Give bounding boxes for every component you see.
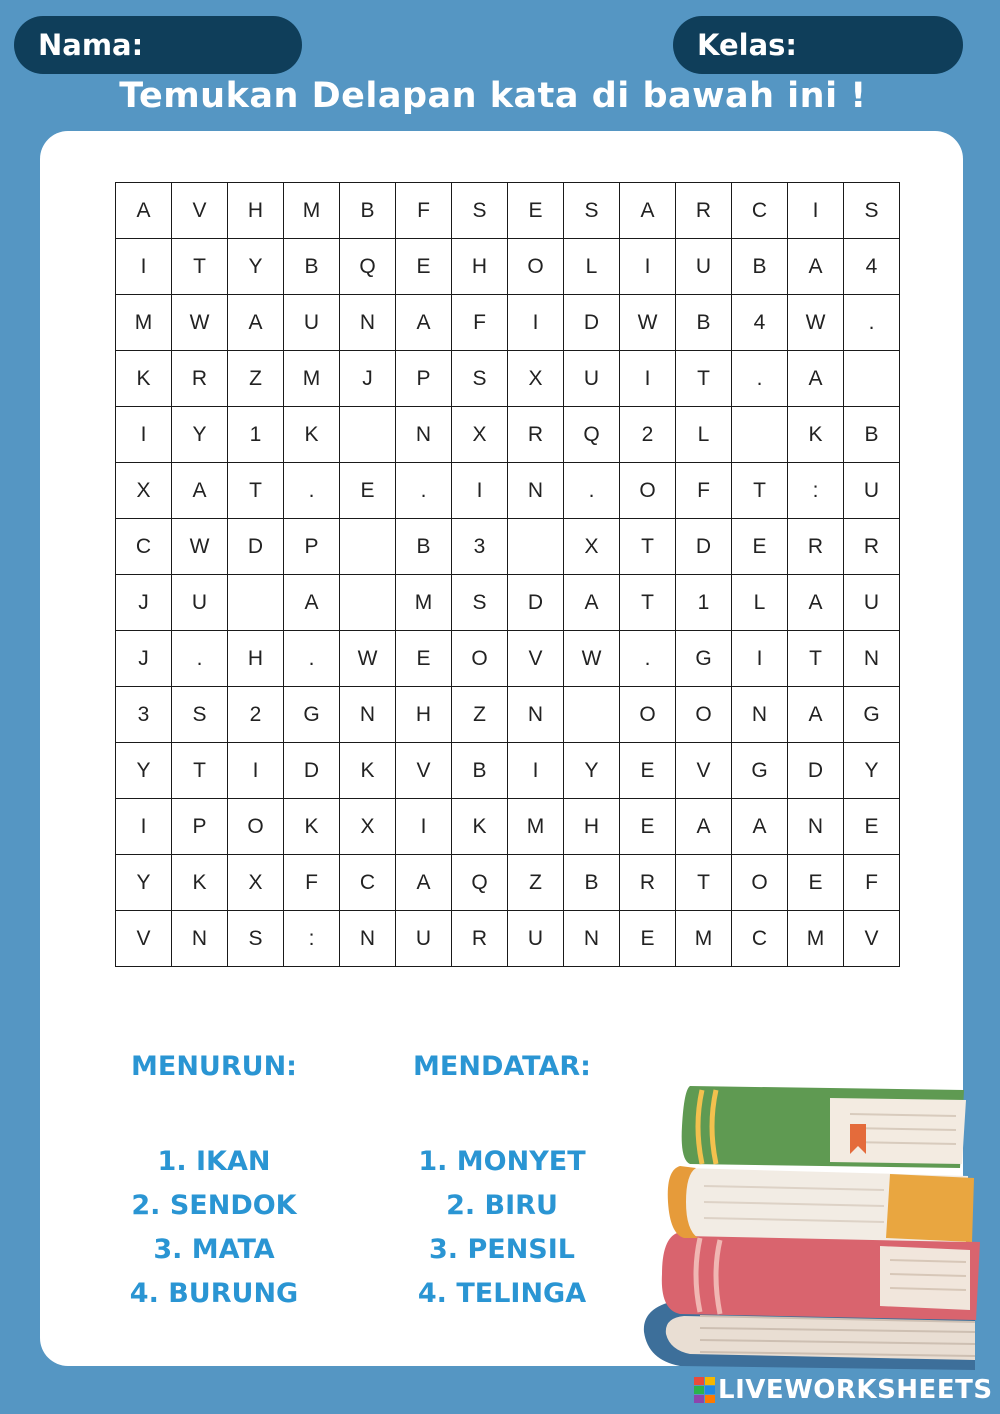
- grid-cell[interactable]: F: [844, 855, 900, 911]
- grid-cell[interactable]: R: [620, 855, 676, 911]
- grid-cell[interactable]: K: [452, 799, 508, 855]
- grid-cell[interactable]: F: [452, 295, 508, 351]
- grid-cell[interactable]: W: [172, 519, 228, 575]
- brand-text: LIVEWORKSHEETS: [718, 1375, 993, 1405]
- grid-cell[interactable]: U: [284, 295, 340, 351]
- grid-cell[interactable]: A: [116, 183, 172, 239]
- grid-cell[interactable]: I: [452, 463, 508, 519]
- grid-cell[interactable]: V: [508, 631, 564, 687]
- grid-cell[interactable]: C: [340, 855, 396, 911]
- grid-cell[interactable]: I: [732, 631, 788, 687]
- across-heading: MENDATAR:: [413, 1051, 591, 1082]
- grid-cell[interactable]: V: [844, 911, 900, 967]
- grid-cell[interactable]: A: [172, 463, 228, 519]
- grid-row: [116, 463, 900, 519]
- grid-row: [116, 239, 900, 295]
- grid-cell[interactable]: X: [452, 407, 508, 463]
- grid-cell[interactable]: :: [284, 911, 340, 967]
- grid-cell[interactable]: J: [116, 631, 172, 687]
- grid-cell[interactable]: Y: [116, 743, 172, 799]
- grid-cell[interactable]: C: [732, 183, 788, 239]
- grid-cell[interactable]: B: [564, 855, 620, 911]
- grid-row: [116, 295, 900, 351]
- grid-cell[interactable]: K: [284, 799, 340, 855]
- grid-cell[interactable]: W: [788, 295, 844, 351]
- grid-cell[interactable]: E: [844, 799, 900, 855]
- grid-cell[interactable]: A: [564, 575, 620, 631]
- grid-cell[interactable]: P: [172, 799, 228, 855]
- grid-cell[interactable]: K: [788, 407, 844, 463]
- grid-cell[interactable]: T: [732, 463, 788, 519]
- down-clues: [84, 1050, 344, 1316]
- grid-row: [116, 743, 900, 799]
- grid-cell[interactable]: N: [844, 631, 900, 687]
- grid-cell[interactable]: O: [452, 631, 508, 687]
- liveworksheets-logo-icon: [694, 1377, 716, 1403]
- grid-cell[interactable]: I: [788, 183, 844, 239]
- grid-cell[interactable]: E: [396, 631, 452, 687]
- grid-cell[interactable]: V: [172, 183, 228, 239]
- grid-cell[interactable]: 3: [452, 519, 508, 575]
- grid-cell[interactable]: I: [620, 351, 676, 407]
- grid-cell[interactable]: A: [284, 575, 340, 631]
- grid-cell[interactable]: E: [620, 911, 676, 967]
- grid-cell[interactable]: R: [676, 183, 732, 239]
- grid-cell[interactable]: T: [788, 631, 844, 687]
- grid-cell[interactable]: Y: [844, 743, 900, 799]
- grid-cell[interactable]: G: [676, 631, 732, 687]
- grid-cell[interactable]: I: [620, 239, 676, 295]
- grid-cell[interactable]: T: [172, 743, 228, 799]
- grid-cell[interactable]: J: [116, 575, 172, 631]
- grid-cell[interactable]: .: [172, 631, 228, 687]
- grid-cell[interactable]: F: [396, 183, 452, 239]
- grid-cell[interactable]: 1: [228, 407, 284, 463]
- grid-cell[interactable]: X: [116, 463, 172, 519]
- grid-cell[interactable]: .: [284, 463, 340, 519]
- grid-cell[interactable]: C: [732, 911, 788, 967]
- grid-cell[interactable]: P: [284, 519, 340, 575]
- grid-cell[interactable]: S: [228, 911, 284, 967]
- grid-row: [116, 351, 900, 407]
- grid-cell[interactable]: I: [508, 743, 564, 799]
- grid-cell[interactable]: R: [452, 911, 508, 967]
- grid-row: [116, 631, 900, 687]
- grid-cell[interactable]: I: [508, 295, 564, 351]
- grid-cell[interactable]: P: [396, 351, 452, 407]
- grid-cell[interactable]: F: [284, 855, 340, 911]
- grid-cell[interactable]: B: [844, 407, 900, 463]
- grid-cell[interactable]: .: [396, 463, 452, 519]
- grid-cell[interactable]: D: [228, 519, 284, 575]
- grid-cell[interactable]: Z: [508, 855, 564, 911]
- grid-cell[interactable]: T: [620, 575, 676, 631]
- grid-cell[interactable]: Y: [172, 407, 228, 463]
- grid-cell[interactable]: R: [172, 351, 228, 407]
- grid-cell[interactable]: B: [396, 519, 452, 575]
- grid-cell[interactable]: 3: [116, 687, 172, 743]
- grid-cell[interactable]: U: [676, 239, 732, 295]
- grid-cell[interactable]: .: [620, 631, 676, 687]
- grid-row: [116, 575, 900, 631]
- grid-cell[interactable]: X: [340, 799, 396, 855]
- grid-cell[interactable]: 4: [844, 239, 900, 295]
- grid-cell[interactable]: J: [340, 351, 396, 407]
- grid-cell[interactable]: K: [340, 743, 396, 799]
- grid-cell[interactable]: N: [340, 295, 396, 351]
- grid-cell[interactable]: M: [116, 295, 172, 351]
- grid-cell[interactable]: .: [844, 295, 900, 351]
- grid-cell[interactable]: A: [788, 687, 844, 743]
- grid-cell[interactable]: A: [396, 295, 452, 351]
- grid-cell[interactable]: O: [508, 239, 564, 295]
- grid-cell[interactable]: V: [396, 743, 452, 799]
- grid-cell[interactable]: O: [620, 463, 676, 519]
- grid-cell[interactable]: .: [564, 463, 620, 519]
- grid-cell[interactable]: :: [788, 463, 844, 519]
- across-clue-4: 4. TELINGA: [417, 1278, 587, 1309]
- grid-cell[interactable]: .: [732, 351, 788, 407]
- grid-cell[interactable]: R: [844, 519, 900, 575]
- grid-cell[interactable]: E: [340, 463, 396, 519]
- grid-cell[interactable]: H: [396, 687, 452, 743]
- name-label: Nama:: [38, 28, 144, 62]
- page-title: Temukan Delapan kata di bawah ini !: [119, 76, 867, 116]
- across-clue-2: 2. BIRU: [446, 1190, 558, 1221]
- grid-cell[interactable]: O: [732, 855, 788, 911]
- grid-cell[interactable]: Z: [228, 351, 284, 407]
- grid-cell[interactable]: I: [116, 407, 172, 463]
- grid-cell[interactable]: T: [676, 855, 732, 911]
- grid-cell[interactable]: N: [172, 911, 228, 967]
- grid-cell[interactable]: W: [564, 631, 620, 687]
- grid-cell[interactable]: 4: [732, 295, 788, 351]
- grid-cell[interactable]: B: [340, 183, 396, 239]
- grid-cell[interactable]: M: [508, 799, 564, 855]
- grid-cell[interactable]: I: [228, 743, 284, 799]
- grid-cell[interactable]: T: [676, 351, 732, 407]
- grid-cell[interactable]: L: [676, 407, 732, 463]
- grid-cell[interactable]: [844, 351, 900, 407]
- grid-row: [116, 911, 900, 967]
- grid-cell[interactable]: A: [620, 183, 676, 239]
- grid-cell[interactable]: I: [396, 799, 452, 855]
- grid-cell[interactable]: R: [788, 519, 844, 575]
- grid-cell[interactable]: E: [620, 799, 676, 855]
- grid-cell[interactable]: H: [228, 183, 284, 239]
- grid-cell[interactable]: A: [788, 351, 844, 407]
- word-search-grid: [115, 182, 900, 967]
- down-clue-1: 1. IKAN: [157, 1146, 271, 1177]
- grid-cell[interactable]: C: [116, 519, 172, 575]
- name-input[interactable]: [151, 30, 282, 60]
- grid-cell[interactable]: V: [676, 743, 732, 799]
- grid-cell[interactable]: G: [844, 687, 900, 743]
- grid-cell[interactable]: M: [284, 183, 340, 239]
- class-label: Kelas:: [697, 28, 797, 62]
- grid-cell[interactable]: S: [452, 351, 508, 407]
- grid-cell[interactable]: U: [844, 575, 900, 631]
- grid-cell[interactable]: B: [452, 743, 508, 799]
- grid-cell[interactable]: D: [284, 743, 340, 799]
- grid-cell[interactable]: N: [340, 911, 396, 967]
- grid-cell[interactable]: Q: [564, 407, 620, 463]
- grid-cell[interactable]: G: [732, 743, 788, 799]
- grid-cell[interactable]: E: [508, 183, 564, 239]
- grid-cell[interactable]: S: [452, 575, 508, 631]
- grid-cell[interactable]: 1: [676, 575, 732, 631]
- grid-cell[interactable]: Y: [228, 239, 284, 295]
- grid-cell[interactable]: U: [396, 911, 452, 967]
- grid-cell[interactable]: [340, 519, 396, 575]
- grid-cell[interactable]: A: [676, 799, 732, 855]
- grid-cell[interactable]: H: [452, 239, 508, 295]
- grid-cell[interactable]: K: [284, 407, 340, 463]
- grid-cell[interactable]: A: [396, 855, 452, 911]
- grid-cell[interactable]: Z: [452, 687, 508, 743]
- grid-cell[interactable]: Y: [116, 855, 172, 911]
- grid-cell[interactable]: E: [732, 519, 788, 575]
- grid-cell[interactable]: M: [396, 575, 452, 631]
- grid-cell[interactable]: A: [228, 295, 284, 351]
- across-clue-1: 1. MONYET: [418, 1146, 586, 1177]
- grid-cell[interactable]: U: [172, 575, 228, 631]
- grid-cell[interactable]: [732, 407, 788, 463]
- grid-cell[interactable]: X: [508, 351, 564, 407]
- grid-cell[interactable]: .: [284, 631, 340, 687]
- down-clue-3: 3. MATA: [153, 1234, 275, 1265]
- grid-cell[interactable]: B: [676, 295, 732, 351]
- grid-cell[interactable]: 2: [620, 407, 676, 463]
- grid-cell[interactable]: I: [116, 799, 172, 855]
- grid-cell[interactable]: D: [676, 519, 732, 575]
- grid-cell[interactable]: L: [564, 239, 620, 295]
- class-input[interactable]: [805, 30, 943, 60]
- grid-cell[interactable]: E: [396, 239, 452, 295]
- grid-cell[interactable]: N: [340, 687, 396, 743]
- grid-cell[interactable]: O: [228, 799, 284, 855]
- grid-cell[interactable]: A: [732, 799, 788, 855]
- grid-cell[interactable]: D: [788, 743, 844, 799]
- grid-cell[interactable]: A: [788, 575, 844, 631]
- down-clue-4: 4. BURUNG: [129, 1278, 299, 1309]
- grid-cell[interactable]: U: [844, 463, 900, 519]
- grid-cell[interactable]: 2: [228, 687, 284, 743]
- grid-cell[interactable]: [340, 575, 396, 631]
- grid-cell[interactable]: D: [508, 575, 564, 631]
- down-clue-2: 2. SENDOK: [131, 1190, 297, 1221]
- across-clues: [372, 1050, 632, 1316]
- grid-cell[interactable]: [508, 519, 564, 575]
- grid-cell[interactable]: L: [732, 575, 788, 631]
- grid-cell[interactable]: M: [676, 911, 732, 967]
- grid-row: [116, 519, 900, 575]
- grid-cell[interactable]: O: [620, 687, 676, 743]
- grid-cell[interactable]: F: [676, 463, 732, 519]
- grid-cell[interactable]: A: [788, 239, 844, 295]
- grid-cell[interactable]: N: [396, 407, 452, 463]
- grid-cell[interactable]: B: [732, 239, 788, 295]
- grid-cell[interactable]: U: [564, 351, 620, 407]
- grid-cell[interactable]: [340, 407, 396, 463]
- grid-row: [116, 855, 900, 911]
- grid-cell[interactable]: W: [340, 631, 396, 687]
- books-stack-illustration: [640, 1070, 985, 1370]
- grid-cell[interactable]: M: [788, 911, 844, 967]
- grid-cell[interactable]: K: [116, 351, 172, 407]
- grid-cell[interactable]: V: [116, 911, 172, 967]
- grid-cell[interactable]: O: [676, 687, 732, 743]
- grid-cell[interactable]: S: [172, 687, 228, 743]
- grid-cell[interactable]: Y: [564, 743, 620, 799]
- grid-cell[interactable]: S: [564, 183, 620, 239]
- grid-cell[interactable]: E: [620, 743, 676, 799]
- grid-row: [116, 183, 900, 239]
- grid-cell[interactable]: I: [116, 239, 172, 295]
- grid-cell[interactable]: R: [508, 407, 564, 463]
- grid-cell[interactable]: Q: [452, 855, 508, 911]
- grid-cell[interactable]: G: [284, 687, 340, 743]
- grid-cell[interactable]: D: [564, 295, 620, 351]
- grid-cell[interactable]: [564, 687, 620, 743]
- grid-cell[interactable]: U: [508, 911, 564, 967]
- grid-row: [116, 799, 900, 855]
- liveworksheets-brand: [694, 1373, 993, 1407]
- grid-cell[interactable]: K: [172, 855, 228, 911]
- grid-cell[interactable]: N: [788, 799, 844, 855]
- grid-row: [116, 687, 900, 743]
- grid-cell[interactable]: N: [564, 911, 620, 967]
- grid-cell[interactable]: W: [620, 295, 676, 351]
- grid-cell[interactable]: X: [228, 855, 284, 911]
- grid-cell[interactable]: H: [228, 631, 284, 687]
- name-field[interactable]: [14, 16, 302, 74]
- grid-cell[interactable]: N: [508, 463, 564, 519]
- grid-cell[interactable]: X: [564, 519, 620, 575]
- grid-cell[interactable]: N: [508, 687, 564, 743]
- class-field[interactable]: [673, 16, 963, 74]
- grid-cell[interactable]: T: [620, 519, 676, 575]
- grid-cell[interactable]: Q: [340, 239, 396, 295]
- grid-row: [116, 407, 900, 463]
- grid-cell[interactable]: H: [564, 799, 620, 855]
- grid-cell[interactable]: [228, 575, 284, 631]
- grid-cell[interactable]: B: [284, 239, 340, 295]
- grid-cell[interactable]: W: [172, 295, 228, 351]
- grid-cell[interactable]: M: [284, 351, 340, 407]
- across-clue-3: 3. PENSIL: [429, 1234, 575, 1265]
- grid-cell[interactable]: T: [172, 239, 228, 295]
- down-heading: MENURUN:: [131, 1051, 297, 1082]
- grid-cell[interactable]: S: [844, 183, 900, 239]
- grid-cell[interactable]: N: [732, 687, 788, 743]
- grid-cell[interactable]: S: [452, 183, 508, 239]
- grid-cell[interactable]: T: [228, 463, 284, 519]
- grid-cell[interactable]: E: [788, 855, 844, 911]
